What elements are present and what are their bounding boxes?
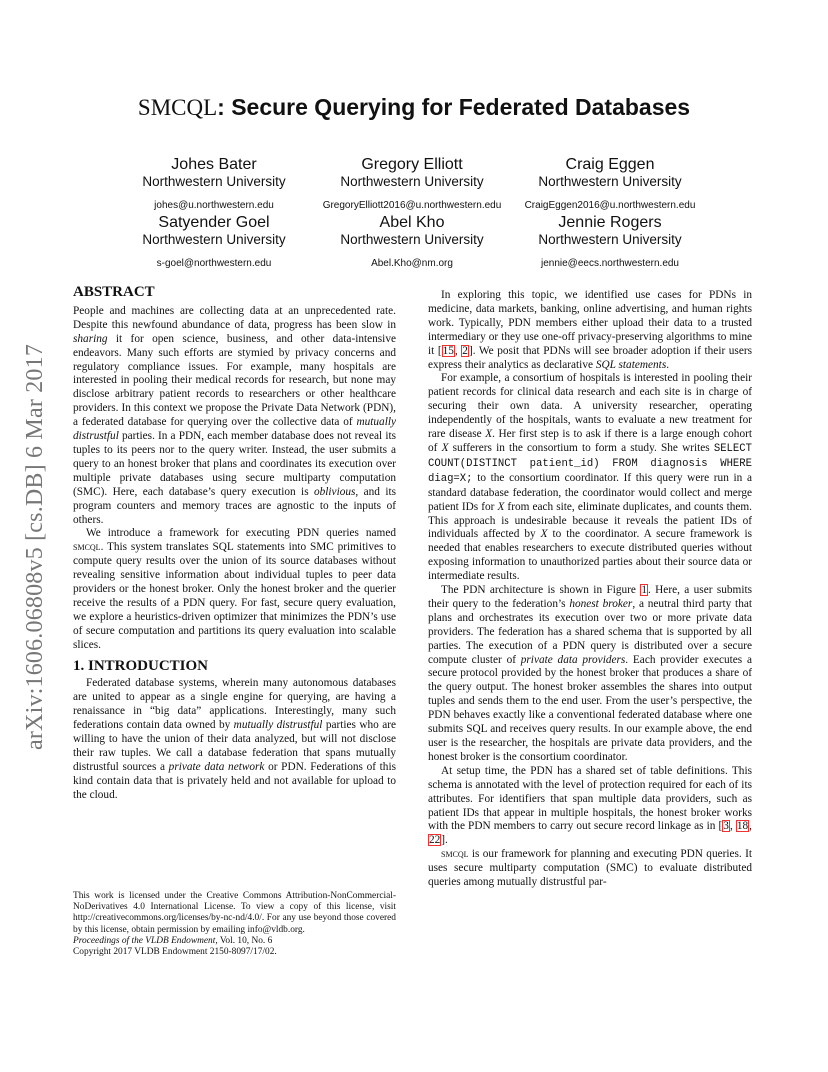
citation-link[interactable]: 18 [736,820,749,833]
author-email[interactable]: johes@u.northwestern.edu [154,200,274,211]
author-block [500,214,720,270]
abstract-paragraph: We introduce a framework for executing PDN queries named smcql. This system translates SQL statements into SMC primitives to compute query results over the union of its source databases without revealing sensitive information about individual tuples to peer data providers or the honest broker. Only the honest broker and the querier receive the results of a PDN query. For fast, secure query evaluation, we explore a heuristics-driven optimizer that minimizes the PDN’s use of secure computation and partitions its query evaluation into scalable slices. [73,527,396,651]
author-block [302,214,522,270]
author-affiliation: Northwestern University [538,232,682,247]
author-affiliation: Northwestern University [142,232,286,247]
author-name: Abel Kho [379,214,445,231]
body-paragraph: At setup time, the PDN has a shared set of table definitions. This schema is annotated with the level of protection required for each of its attributes. For identifiers that span multiple data providers, such as patient IDs that appear in multiple hospitals, the honest broker works with the PDN members to carry out secure record linkage as in [3, 18, 22]. [428,764,752,847]
author-email[interactable]: jennie@eecs.northwestern.edu [540,258,679,269]
author-block [500,156,720,212]
author-name: Johes Bater [171,156,257,173]
author-name: Gregory Elliott [361,156,463,173]
body-paragraph: smcql is our framework for planning and executing PDN queries. It uses secure multiparty computation (SMC) to evaluate distributed queries among mutually distrustful par- [428,848,752,889]
introduction-paragraph: Federated database systems, wherein many autonomous databases are united to appear as a single engine for querying, are having a renaissance in “big data” applications. Interestingly, many such federations contain data owned by mutually distrustful parties who are willing to have the union of their data analyzed, but will not disclose their raw tuples. We call a database federation that spans mutually distrustful sources a private data network or PDN. Federations of this kind contain data that is privately held and not available for upload to the cloud. [73,677,396,801]
copyright-line: Copyright 2017 VLDB Endowment 2150-8097/17/02. [73,947,277,958]
author-block [302,156,522,212]
author-email[interactable]: Abel.Kho@nm.org [371,258,453,269]
right-column [428,289,752,890]
author-affiliation: Northwestern University [340,232,484,247]
left-column [73,286,396,803]
author-block [104,214,324,270]
citation-link[interactable]: 3 [723,820,729,833]
body-paragraph: In exploring this topic, we identified use cases for PDNs in medicine, data markets, banking, online advertising, and human rights work. Typically, PDN members either upload their data to a trusted intermediary or they use one-off privacy-preserving algorithms to mine it [15, 2]. We posit that PDNs will see broader adoption if their users express their analytics as declarative SQL statements. [428,289,752,371]
title-rest: : Secure Querying for Federated Databases [217,94,691,120]
abstract-heading: ABSTRACT [73,284,155,300]
arxiv-identifier-stamp: arXiv:1606.06808v5 [cs.DB] 6 Mar 2017 [22,343,48,750]
citation-link[interactable]: 22 [429,834,441,847]
sql-code: SELECT COUNT(DISTINCT patient_id) FROM diagnosis WHERE diag=X; [428,442,752,485]
author-email[interactable]: CraigEggen2016@u.northwestern.edu [524,200,696,211]
author-email[interactable]: s-goel@northwestern.edu [156,258,272,269]
author-affiliation: Northwestern University [340,174,484,189]
license-footnote [73,891,396,958]
author-name: Craig Eggen [565,156,655,173]
title-system-name: SMCQL [137,95,218,120]
license-text: This work is licensed under the Creative Commons Attribution-NonCommercial-NoDerivatives 4.0 International License. To view a copy of this license, visit http://creativecommons.org/licenses/by-nc-nd/4.0/. For any use beyond those covered by this license, obtain permission by emailing info@vldb.org. [73,891,396,935]
citation-link[interactable]: 2 [462,344,468,357]
abstract-paragraph: People and machines are collecting data at an unprecedented rate. Despite this newfound abundance of data, progress has been slow in sharing it for open science, business, and other data-intensive endeavors. Many such efforts are stymied by privacy concerns and regulatory compliance issues. For example, many hospitals are interested in pooling their medical records for research, but none may disclose arbitrary patient records to researchers or other healthcare providers. In this context we propose the Private Data Network (PDN), a federated database for querying over the collective data of mutually distrustful parties. In a PDN, each member database does not reveal its tuples to its peers nor to the query writer. Instead, the user submits a query to an honest broker that plans and coordinates its execution over multiple private databases using secure multiparty computation (SMC). Here, each database’s query execution is oblivious, and its program counters and memory traces are agnostic to the inputs of others. [73,304,396,526]
author-name: Satyender Goel [158,214,270,231]
author-email[interactable]: GregoryElliott2016@u.northwestern.edu [322,200,502,211]
paper-title [0,94,828,121]
author-name: Jennie Rogers [558,214,662,231]
author-block [104,156,324,212]
body-paragraph: For example, a consortium of hospitals is interested in pooling their patient records for clinical data research and each site is in charge of securing their own data. A university researcher, operating independently of the hospitals, wants to evaluate a new treatment for rare disease X. Her first step is to ask if there is a large enough cohort of X sufferers in the consortium to form a study. She writes SELECT COUNT(DISTINCT patient_id) FROM diagnosis WHERE diag=X; to the consortium coordinator. If this query were run in a standard database federation, the coordinator would collect and merge patient IDs for X from each site, eliminate duplicates, and counts them. This approach is undesirable because it reveals the patient IDs of individuals affected by X to the coordinator. A secure framework is needed that enables researchers to execute distributed queries without exposing information to unauthorized parties about their source data or intermediate results. [428,372,753,583]
author-affiliation: Northwestern University [142,174,286,189]
author-affiliation: Northwestern University [538,174,682,189]
proceedings-line: Proceedings of the VLDB Endowment, Vol. 10, No. 6 [73,935,273,946]
figure-link[interactable]: 1 [641,584,647,597]
body-paragraph: The PDN architecture is shown in Figure 1. Here, a user submits their query to the federation’s honest broker, a neutral third party that plans and orchestrates its execution over two or more private data providers. The federation has a shared schema that is supported by all parties. The execution of a PDN query is distributed over a secure compute cluster of private data providers. Each provider executes a secure protocol provided by the honest broker that produces a share of the query output. The honest broker assembles the shares into output tuples and sends them to the end user. From the user’s perspective, the PDN behaves exactly like a conventional federated database where one submits SQL and receives query results. In our example above, the end user is the researcher, the hospitals are private data providers, and the honest broker is the consortium coordinator. [428,584,752,763]
introduction-heading: 1. INTRODUCTION [73,657,209,674]
citation-link[interactable]: 15 [442,344,454,357]
